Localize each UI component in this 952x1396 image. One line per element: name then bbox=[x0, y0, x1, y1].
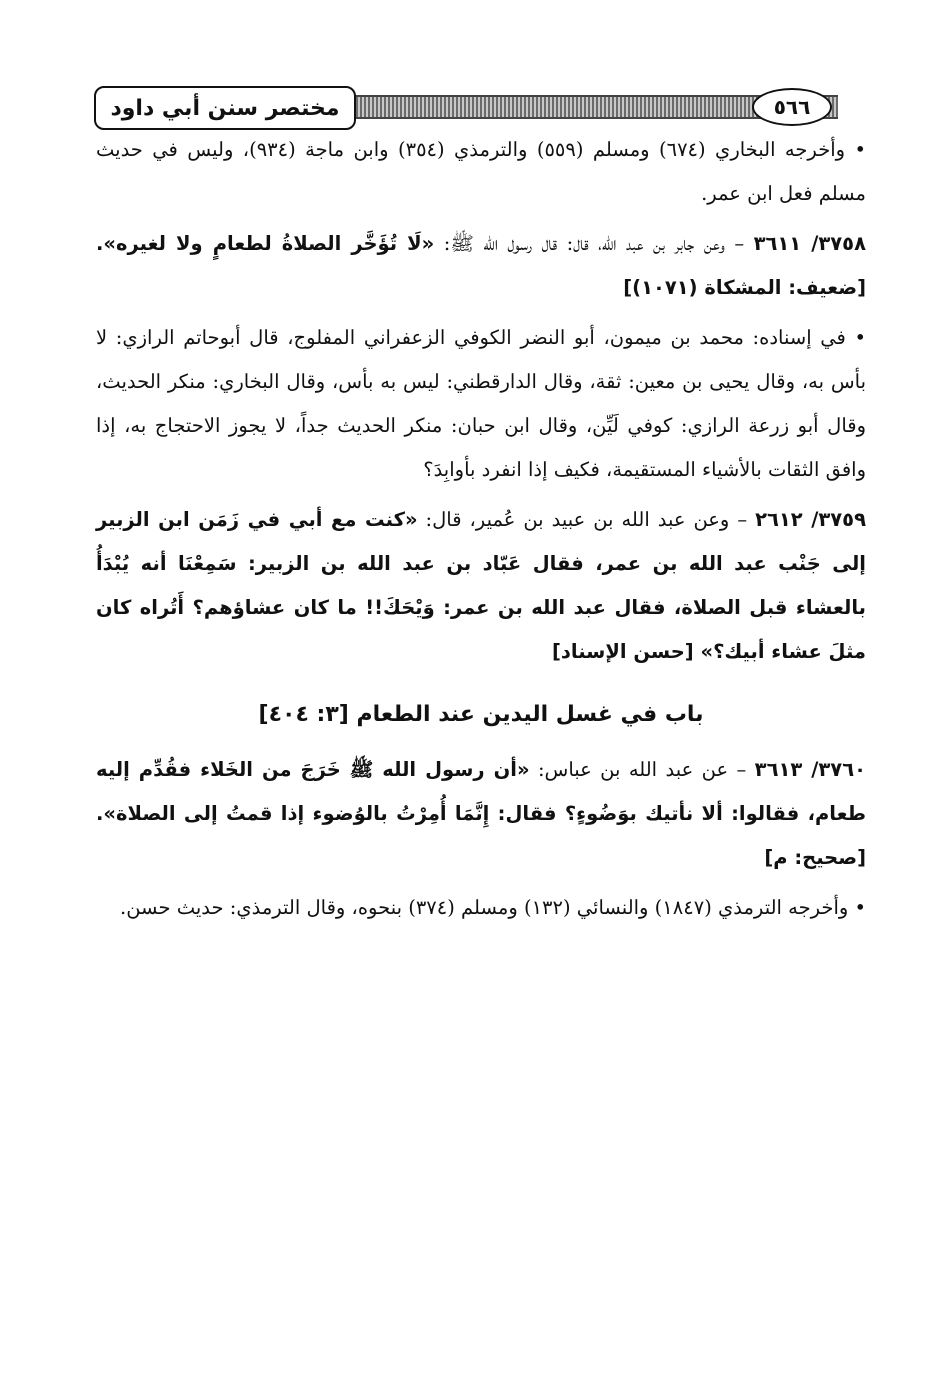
book-title: مختصر سنن أبي داود bbox=[94, 86, 356, 130]
note-paragraph: • وأخرجه البخاري (٦٧٤) ومسلم (٥٥٩) والترمذي (٣٥٤) وابن ماجة (٩٣٤)، وليس في حديث مسلم فعل ابن عمر. bbox=[96, 138, 866, 205]
hadith-paragraph bbox=[96, 748, 866, 880]
note-paragraph: • في إسناده: محمد بن ميمون، أبو النضر الكوفي الزعفراني المفلوج، قال أبوحاتم الرازي: لا بأس به، وقال يحيى بن معين: ثقة، وقال الدارقطني: ليس به بأس، وقال البخاري: منكر الحديث، وقال أبو زرعة الرازي: كوفي لَيِّن، وقال ابن حبان: منكر الحديث جداً، لا يجوز الاحتجاج به، إذا وافق الثقات بالأشياء المستقيمة، فكيف إذا انفرد بأوابِدَ؟ bbox=[96, 326, 866, 481]
hadith-paragraph bbox=[96, 222, 866, 310]
hadith-intro: – وعن عبد الله بن عبيد بن عُمير، قال: bbox=[417, 508, 756, 531]
hadith-number: ٣٧٦٠/ ٣٦١٣ bbox=[754, 758, 866, 781]
hadith-number: ٣٧٥٨/ ٣٦١١ bbox=[753, 232, 866, 255]
hadith-intro: – عن عبد الله بن عباس: bbox=[529, 758, 755, 781]
hadith-matn: «لَا تُؤَخَّر الصلاةُ لطعامٍ ولا لغيره». [ضعيف: المشكاة (١٠٧١)] bbox=[96, 232, 866, 299]
hadith-matn: «أن رسول الله ﷺ خَرَجَ من الخَلاء فقُدِّم إليه طعام، فقالوا: ألا نأتيك بوَضُوءٍ؟ فقال: إِنَّمَا أُمِرْتُ بالوُضوء إذا قمتُ إلى الصلاة». [صحيح: م] bbox=[96, 758, 866, 869]
note-paragraph: • وأخرجه الترمذي (١٨٤٧) والنسائي (١٣٢) ومسلم (٣٧٤) بنحوه، وقال الترمذي: حديث حسن. bbox=[120, 896, 866, 919]
hadith-matn: «كنت مع أبي في زَمَن ابن الزبير إلى جَنْب عبد الله بن عمر، فقال عَبّاد بن عبد الله بن الزبير: سَمِعْنَا أنه يُبْدَأُ بالعشاء قبل الصلاة، فقال عبد الله بن عمر: وَيْحَكَ!! ما كان عشاؤهم؟ أَتُراه كان مثلَ عشاء أبيك؟» [حسن الإسناد] bbox=[96, 508, 866, 663]
page-content bbox=[96, 128, 866, 930]
page-number: ٥٦٦ bbox=[752, 88, 832, 126]
hadith-intro: – وعن جابر بن عبد الله، قال: قال رسول الله ﷺ: bbox=[434, 232, 754, 255]
hadith-number: ٣٧٥٩/ ٢٦١٢ bbox=[755, 508, 866, 531]
chapter-heading: باب في غسل اليدين عند الطعام [٣: ٤٠٤] bbox=[258, 702, 704, 727]
hadith-paragraph bbox=[96, 498, 866, 674]
